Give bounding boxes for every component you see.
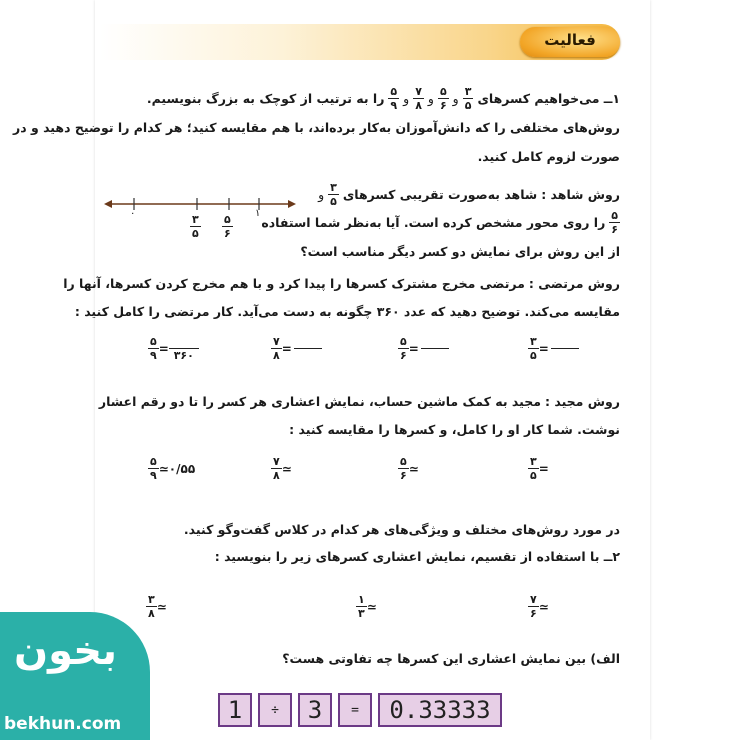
majid-line1: [99, 394, 620, 409]
morteza-eq-7-8: ۷ ۸ =: [271, 336, 322, 361]
number-line-zero: ۰: [130, 208, 136, 219]
bekhun-logo-site: bekhun.com: [4, 714, 122, 734]
textbook-page: [95, 0, 650, 740]
morteza-line1: [63, 276, 620, 291]
number-line-one: ۱: [255, 208, 261, 219]
majid-line2: نوشت. شما کار او را کامل، و کسرها را مقایسه کنید :: [289, 422, 620, 437]
fraction-5-9: ۵ ۹: [390, 85, 398, 112]
number-line: [104, 194, 296, 244]
majid-eq-3-5: ۳ ۵ =: [530, 455, 549, 482]
shahed-text2: را روی محور مشخص کرده است. آیا به‌نظر شما استفاده: [261, 215, 606, 230]
calculator-key-divide: ÷: [258, 693, 292, 727]
majid-eq-7-8: ۷ ۸ ≃: [273, 455, 292, 482]
morteza-eq-3-5: ۳ ۵ =: [528, 336, 579, 361]
fraction-5-6: ۵ ۶: [439, 85, 447, 112]
morteza-eq-5-9: ۵ ۹ = ۳۶۰: [148, 336, 199, 361]
q2-eq-1-3: ۱ ۳ ≃: [358, 593, 377, 620]
morteza-line2: مقایسه می‌کند. توضیح دهید که عدد ۳۶۰ چگونه به دست می‌آید. کار مرتضی را کامل کنید :: [74, 304, 620, 319]
q2-eq-3-8: ۳ ۸ ≃: [148, 593, 167, 620]
shahed-line2: [261, 210, 620, 235]
activity-title: فعالیت: [544, 31, 596, 49]
shahed-line1: [318, 182, 620, 207]
majid-title: روش مجید :: [545, 394, 620, 409]
fraction-3-5: ۳ ۵: [464, 85, 472, 112]
shahed-fraction-3-5: ۳ ۵: [330, 181, 337, 208]
q1-line1-end: را به ترتیب از کوچک به بزرگ بنویسیم.: [146, 91, 385, 106]
calculator-display: 0.33333: [378, 693, 502, 727]
morteza-eq-5-6: ۵ ۶ =: [398, 336, 449, 361]
shahed-text1: شاهد به‌صورت تقریبی کسرهای: [342, 187, 538, 202]
q2-text: ۲ــ با استفاده از تقسیم، نمایش اعشاری کسرهای زیر را بنویسید :: [214, 549, 620, 564]
bekhun-logo-mark: بخون: [14, 628, 118, 674]
shahed-title: روش شاهد :: [541, 187, 620, 202]
q1-line2: روش‌های مختلفی را که دانش‌آموزان به‌کار برده‌اند، با هم مقایسه کنید؛ هر کدام را توضیح دهید و در: [13, 120, 620, 135]
number-line-mark-3-5: ۳ ۵: [192, 213, 199, 240]
morteza-text1: مرتضی مخرج مشترک کسرها را پیدا کرد و با هم مخرج کردن کسرها، آنها را: [63, 276, 525, 291]
shahed-line3: از این روش برای نمایش دو کسر دیگر مناسب است؟: [300, 244, 620, 259]
q2-alef: الف) بین نمایش اعشاری این کسرها چه تفاوتی هست؟: [282, 651, 620, 666]
calculator-key-equals: =: [338, 693, 372, 727]
shahed-fraction-5-6: ۵ ۶: [611, 209, 618, 236]
and-word: و: [427, 91, 434, 106]
calculator-key-3: 3: [298, 693, 332, 727]
and-word: و: [318, 187, 325, 202]
and-word: و: [403, 91, 410, 106]
majid-eq-5-9: ۵ ۹ ≃ ۰/۵۵: [150, 455, 196, 482]
and-word: و: [452, 91, 459, 106]
q1-line3: صورت لزوم کامل کنید.: [477, 149, 620, 164]
calculator-key-1: 1: [218, 693, 252, 727]
number-line-mark-5-6: ۵ ۶: [224, 213, 231, 240]
q2-eq-7-6: ۷ ۶ ≃: [530, 593, 549, 620]
majid-eq-5-6: ۵ ۶ ≃: [400, 455, 419, 482]
discussion-text: در مورد روش‌های مختلف و ویژگی‌های هر کدام در کلاس گفت‌وگو کنید.: [183, 522, 620, 537]
fraction-7-8: ۷ ۸: [415, 85, 422, 112]
majid-text1: مجید به کمک ماشین حساب، نمایش اعشاری هر کسر را تا دو رقم اعشار: [98, 394, 541, 409]
q1-line1-start: ۱ــ می‌خواهیم کسرهای: [477, 91, 620, 106]
q1-line1: [147, 86, 620, 111]
morteza-title: روش مرتضی :: [528, 276, 620, 291]
